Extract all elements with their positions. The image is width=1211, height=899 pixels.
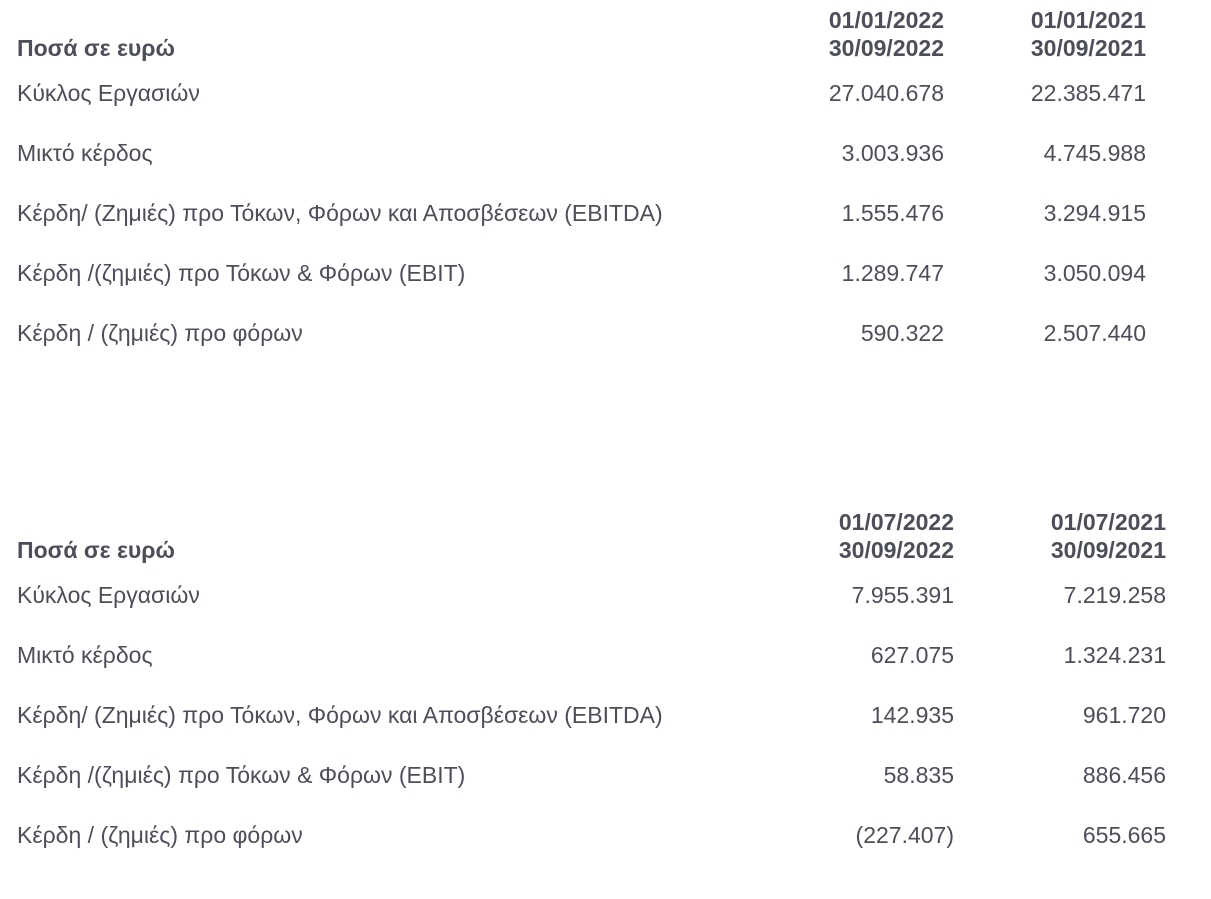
table-row-gross-profit [0,628,1211,688]
row-label: Κύκλος Εργασιών [17,80,200,106]
row-label: Κέρδη / (ζημιές) προ φόρων [17,320,303,346]
table-row-ebitda [0,688,1211,748]
amounts-in-euro-label: Ποσά σε ευρώ [17,35,175,61]
value-prior: 886.456 [1082,762,1166,788]
period-header-current [829,6,944,62]
value-current: 142.935 [870,702,954,728]
period-start-date: 01/07/2022 [838,509,954,535]
row-label: Μικτό κέρδος [17,642,153,668]
value-current: 58.835 [883,762,954,788]
value-current: 1.555.476 [841,200,944,226]
period-header-prior [1051,508,1166,564]
table-row-revenue [0,66,1211,126]
row-label: Κέρδη/ (Ζημιές) προ Τόκων, Φόρων και Αποσβέσεων (EBITDA) [17,702,663,728]
period-end-date: 30/09/2021 [1030,35,1146,61]
table-row-ebit [0,748,1211,808]
period-end-date: 30/09/2021 [1050,537,1166,563]
period-start-date: 01/01/2021 [1030,7,1146,33]
value-current: 7.955.391 [851,582,954,608]
row-label: Κύκλος Εργασιών [17,582,200,608]
period-header-prior [1031,6,1146,62]
row-label: Μικτό κέρδος [17,140,153,166]
period-header-current [839,508,954,564]
value-current: 1.289.747 [841,260,944,286]
value-prior: 7.219.258 [1063,582,1166,608]
period-start-date: 01/07/2021 [1050,509,1166,535]
value-prior: 3.050.094 [1043,260,1146,286]
period-end-date: 30/09/2022 [828,35,944,61]
period-end-date: 30/09/2022 [838,537,954,563]
table-row-ebitda [0,186,1211,246]
table-header-row [0,502,1211,568]
value-current: 590.322 [860,320,944,346]
value-prior: 4.745.988 [1043,140,1146,166]
table-row-ebit [0,246,1211,306]
value-prior: 3.294.915 [1043,200,1146,226]
period-start-date: 01/01/2022 [828,7,944,33]
row-label: Κέρδη/ (Ζημιές) προ Τόκων, Φόρων και Αποσβέσεων (EBITDA) [17,200,663,226]
financial-table-q3 [0,502,1211,868]
row-label: Κέρδη /(ζημιές) προ Τόκων & Φόρων (EBIT) [17,260,466,286]
value-prior: 961.720 [1082,702,1166,728]
table-row-revenue [0,568,1211,628]
value-prior: 655.665 [1082,822,1166,848]
table-row-pretax-profit [0,306,1211,366]
table-row-pretax-profit [0,808,1211,868]
value-current: 3.003.936 [841,140,944,166]
table-row-gross-profit [0,126,1211,186]
value-prior: 2.507.440 [1043,320,1146,346]
row-label: Κέρδη /(ζημιές) προ Τόκων & Φόρων (EBIT) [17,762,466,788]
value-current: (227.407) [855,822,954,848]
value-current: 27.040.678 [828,80,944,106]
table-header-row [0,0,1211,66]
value-prior: 1.324.231 [1063,642,1166,668]
value-prior: 22.385.471 [1030,80,1146,106]
amounts-in-euro-label: Ποσά σε ευρώ [17,537,175,563]
financial-table-9m [0,0,1211,366]
row-label: Κέρδη / (ζημιές) προ φόρων [17,822,303,848]
value-current: 627.075 [870,642,954,668]
